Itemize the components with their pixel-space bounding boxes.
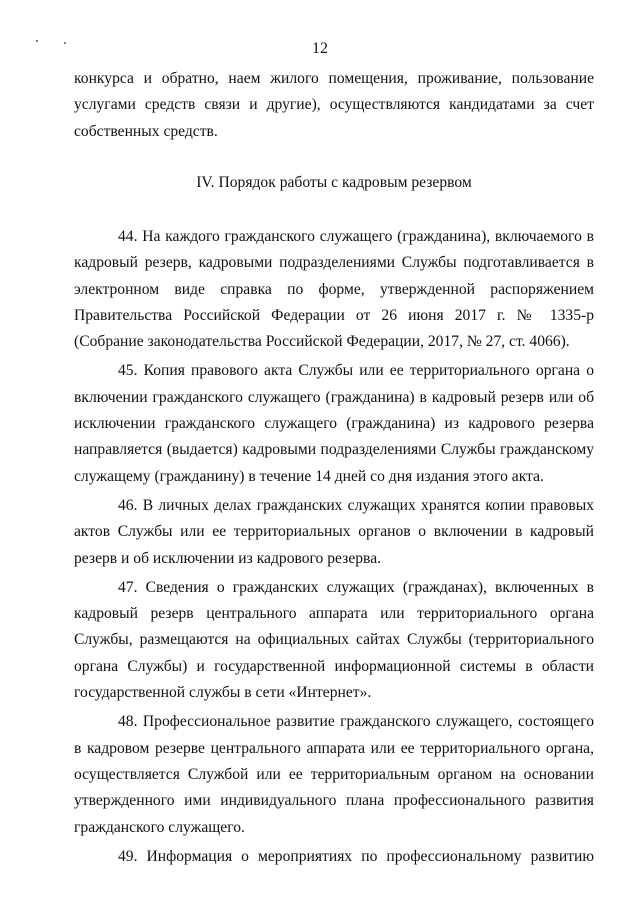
section-body (74, 224, 594, 873)
paragraph-45: 45. Копия правового акта Службы или ее территориального органа о включении гражданского служащего (гражданина) в кадровый резерв или об исключении гражданского служащего (гражданина) из кадрового резерва направляется (выдается) кадровыми подразделениями Службы гражданскому служащему (гражданину) в течение 14 дней со дня издания этого акта. (74, 362, 594, 485)
intro-paragraph: конкурса и обратно, наем жилого помещения, проживание, пользование услугами средств связи и другие), осуществляются кандидатами за счет собственных средств. (74, 70, 594, 140)
paragraph-46: 46. В личных делах гражданских служащих хранятся копии правовых актов Службы или ее территориальных органов о включении в кадровый резерв и об исключении из кадрового резерва. (74, 496, 594, 567)
paragraph-48: 48. Профессиональное развитие гражданского служащего, состоящего в кадровом резерве центрального аппарата или ее территориального органа, осуществляется Службой или ее территориальным органом на основании утвержденного ими индивидуального плана профессионального развития гражданского служащего. (74, 713, 594, 836)
intro-paragraph-block (74, 66, 594, 145)
paragraph-49: 49. Информация о мероприятиях по профессиональному развитию (118, 847, 594, 865)
paragraph-47: 47. Сведения о гражданских служащих (гражданах), включенных в кадровый резерв центрального аппарата или территориального органа Службы, размещаются на официальных сайтах Службы (территориального органа Службы) и государственной информационной системы в области государственной службы в сети «Интернет». (74, 578, 594, 702)
paragraph-44: 44. На каждого гражданского служащего (гражданина), включаемого в кадровый резерв, кадровыми подразделениями Службы подготавливается в электронном виде справка по форме, утвержденной распоряжением Правительства Российской Федерации от 26 июня 2017 г. № 1335-р (Собрание законодательства Российской Федерации, 2017, № 27, ст. 4066). (74, 228, 594, 351)
page-number: 12 (312, 40, 328, 57)
section-heading: IV. Порядок работы с кадровым резервом (196, 174, 472, 191)
